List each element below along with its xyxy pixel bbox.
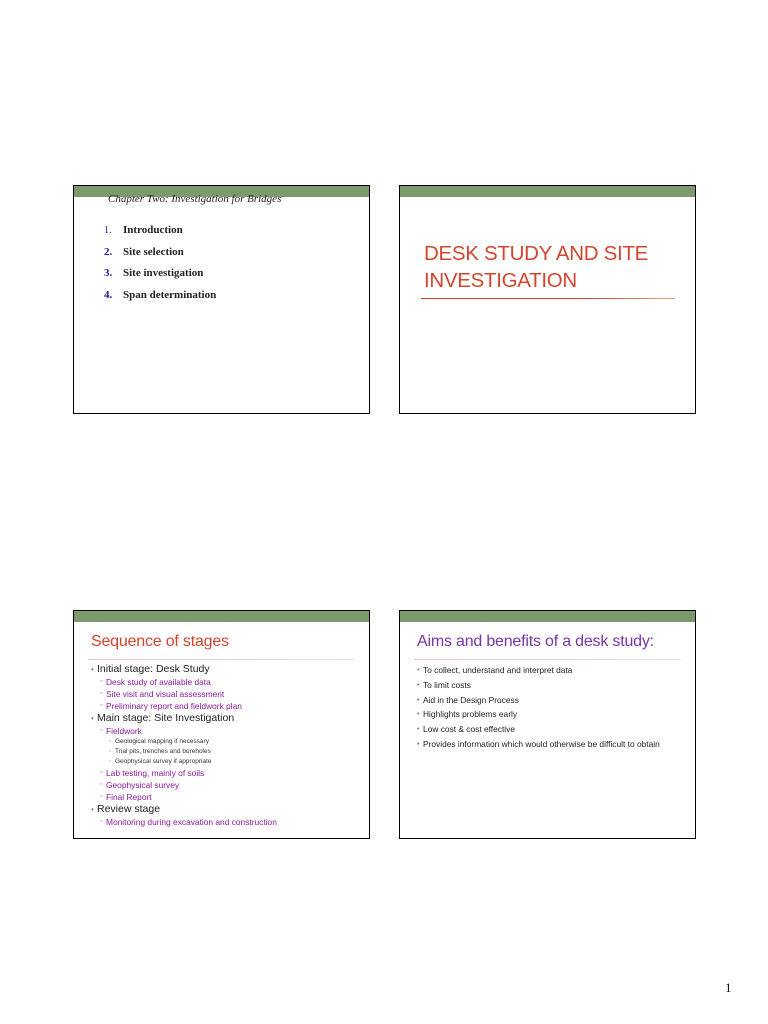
slide-aims-and-benefits (399, 610, 696, 839)
bullet-item: • Provides information which would otherwise be difficult to obtain (417, 738, 660, 749)
bullet-item: ◦ Desk study of available data (100, 677, 211, 687)
aims-bullet-list (417, 665, 687, 754)
bullet-item: • Review stage (91, 803, 161, 815)
bullet-item: ◦ Fieldwork (100, 726, 142, 736)
slide-header-bar (74, 611, 369, 622)
slide-section-title (399, 185, 696, 414)
bullet-item: ◦ Trial pits, trenches and boreholes (109, 748, 211, 755)
title-underline (421, 298, 675, 299)
bullet-item: ◦ Geophysical survey (100, 780, 180, 790)
bullet-item: • Highlights problems early (417, 709, 518, 720)
heading-rule (88, 659, 355, 660)
bullet-item: ◦ Site visit and visual assessment (100, 689, 225, 699)
bullet-item: ◦ Lab testing, mainly of soils (100, 768, 205, 778)
slide-header-bar (400, 186, 695, 197)
slide-chapter-outline (73, 185, 370, 414)
bullet-item: • Main stage: Site Investigation (91, 712, 235, 724)
stage-bullet-list (91, 663, 361, 828)
bullet-item: ◦ Final Report (100, 792, 152, 802)
bullet-item: • Aid in the Design Process (417, 694, 519, 705)
bullet-item: ◦ Monitoring during excavation and construction (100, 817, 277, 827)
outline-item: 3. Site investigation (104, 267, 204, 279)
outline-item: 4. Span determination (104, 288, 217, 301)
slide-header-bar (400, 611, 695, 622)
section-title: DESK STUDY AND SITE INVESTIGATION (424, 242, 649, 292)
slide-sequence-of-stages (73, 610, 370, 839)
bullet-item: ◦ Preliminary report and fieldwork plan (100, 701, 242, 711)
bullet-item: • To limit costs (417, 679, 471, 690)
bullet-item: ◦ Geophysical survey if appropriate (109, 758, 212, 765)
page-number: 1 (725, 980, 732, 995)
outline-item: 2. Site selection (104, 245, 184, 258)
heading-rule (414, 659, 681, 660)
chapter-title: Chapter Two: Investigation for Bridges (108, 193, 282, 205)
outline-item: 1. Introduction (104, 224, 183, 236)
bullet-item: • Initial stage: Desk Study (91, 663, 210, 675)
chapter-outline-list (104, 224, 216, 310)
bullet-item: • To collect, understand and interpret data (417, 665, 573, 675)
bullet-item: • Low cost & cost effective (417, 724, 516, 735)
slide-heading: Sequence of stages (91, 633, 229, 650)
slide-heading: Aims and benefits of a desk study: (417, 633, 654, 650)
bullet-item: ◦ Geological mapping if necessary (109, 738, 209, 745)
